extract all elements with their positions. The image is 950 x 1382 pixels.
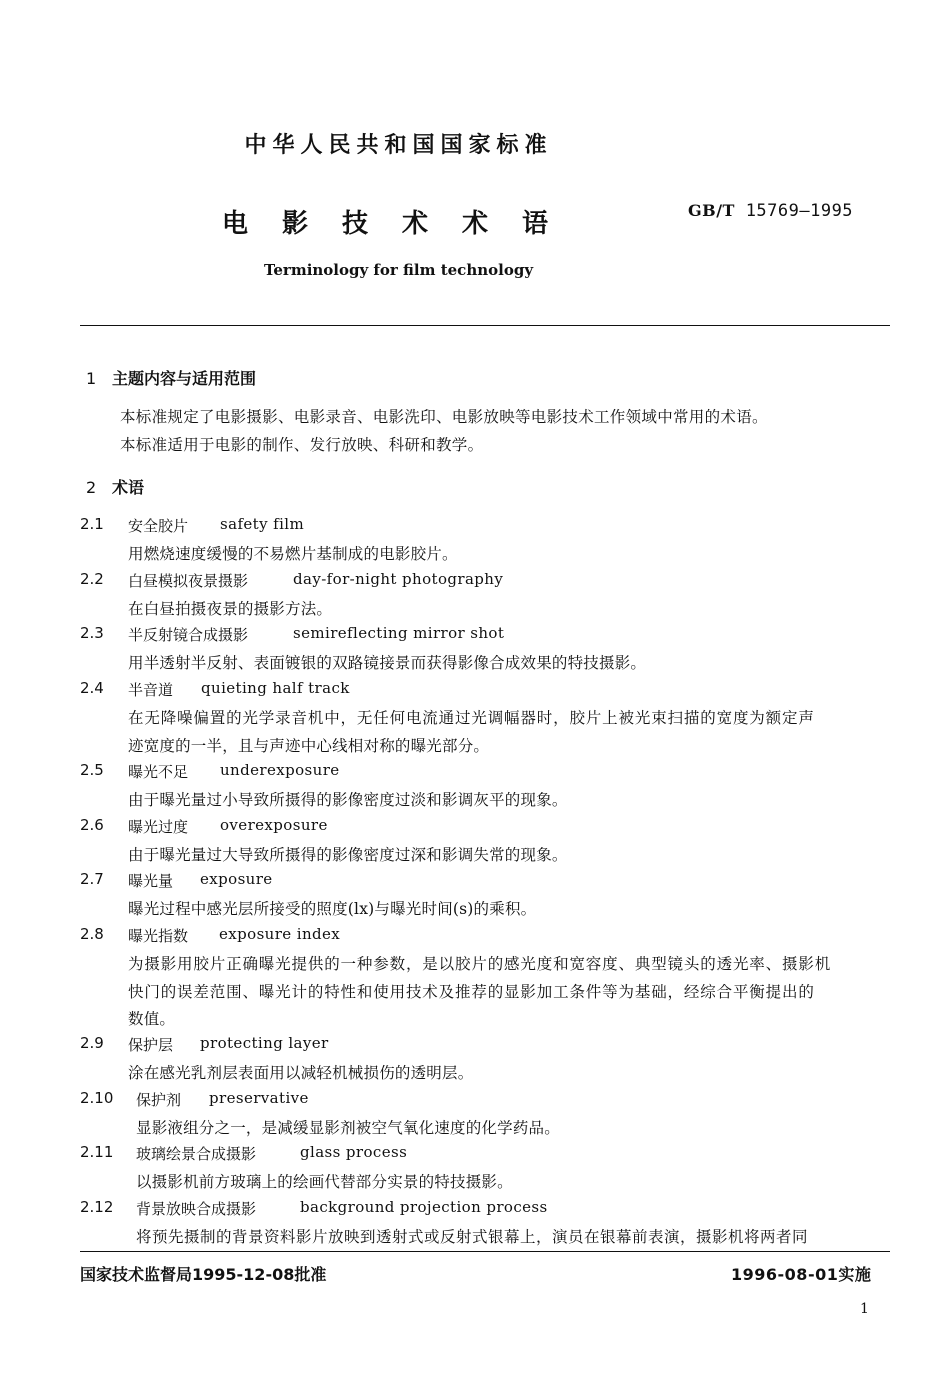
term-chinese: 曝光过度 — [128, 818, 189, 836]
term-definition: 为摄影用胶片正确曝光提供的一种参数，是以胶片的感光度和宽容度、典型镜头的透光率、摄影机 — [128, 955, 832, 973]
term-definition: 用燃烧速度缓慢的不易燃片基制成的电影胶片。 — [128, 545, 458, 563]
term-number: 2.3 — [80, 624, 104, 642]
standard-number — [688, 201, 853, 221]
term-entry — [80, 1198, 680, 1220]
term-entry — [80, 870, 680, 892]
term-definition: 显影液组分之一，是减缓显影剂被空气氧化速度的化学药品。 — [136, 1119, 560, 1137]
term-number: 2.2 — [80, 570, 104, 588]
section-heading-2 — [86, 475, 144, 498]
term-english: overexposure — [220, 816, 328, 834]
effective-date: 1996-08-01实施 — [731, 1265, 872, 1284]
term-entry — [80, 1089, 680, 1111]
term-english: glass process — [300, 1143, 408, 1161]
term-definition: 曝光过程中感光层所接受的照度(lx)与曝光时间(s)的乘积。 — [128, 900, 537, 918]
term-chinese: 保护层 — [128, 1036, 174, 1054]
term-number: 2.4 — [80, 679, 104, 697]
term-english: background projection process — [300, 1198, 548, 1216]
section-number: 1 — [86, 369, 97, 388]
term-english: underexposure — [220, 761, 340, 779]
term-definition: 用半透射半反射、表面镀银的双路镜接景而获得影像合成效果的特技摄影。 — [128, 654, 647, 672]
term-definition: 由于曝光量过大导致所摄得的影像密度过深和影调失常的现象。 — [128, 846, 568, 864]
section-paragraph: 本标准适用于电影的制作、发行放映、科研和教学。 — [120, 436, 484, 454]
term-chinese: 保护剂 — [136, 1091, 182, 1109]
english-title: Terminology for film technology — [263, 261, 534, 279]
term-chinese: 曝光不足 — [128, 763, 189, 781]
standard-code: 15769—1995 — [745, 201, 854, 221]
term-number: 2.12 — [80, 1198, 114, 1216]
term-entry — [80, 761, 680, 783]
term-entry — [80, 679, 680, 701]
term-definition: 数值。 — [128, 1010, 176, 1028]
term-definition: 将预先摄制的背景资料影片放映到透射式或反射式银幕上，演员在银幕前表演，摄影机将两者同 — [136, 1228, 809, 1246]
term-chinese: 曝光量 — [128, 872, 174, 890]
section-title: 主题内容与适用范围 — [112, 369, 257, 388]
term-chinese: 背景放映合成摄影 — [136, 1200, 257, 1218]
term-english: semireflecting mirror shot — [293, 624, 505, 642]
term-number: 2.11 — [80, 1143, 114, 1161]
issue-approval: 国家技术监督局1995-12-08批准 — [80, 1265, 327, 1284]
section-number: 2 — [86, 478, 97, 497]
national-standard-heading: 中华人民共和国国家标准 — [244, 133, 553, 158]
term-number: 2.5 — [80, 761, 104, 779]
term-number: 2.6 — [80, 816, 104, 834]
term-english: day-for-night photography — [293, 570, 504, 588]
term-number: 2.10 — [80, 1089, 114, 1107]
page-number: 1 — [860, 1301, 869, 1317]
term-entry — [80, 1143, 680, 1165]
term-entry — [80, 570, 680, 592]
term-english: safety film — [220, 515, 305, 533]
term-chinese: 玻璃绘景合成摄影 — [136, 1145, 257, 1163]
term-definition: 由于曝光量过小导致所摄得的影像密度过淡和影调灰平的现象。 — [128, 791, 568, 809]
section-heading-1 — [86, 366, 256, 389]
header-divider — [80, 325, 890, 326]
term-definition: 在无降噪偏置的光学录音机中，无任何电流通过光调幅器时，胶片上被光束扫描的宽度为额定声 — [128, 709, 815, 727]
term-number: 2.9 — [80, 1034, 104, 1052]
term-chinese: 安全胶片 — [128, 517, 189, 535]
section-paragraph: 本标准规定了电影摄影、电影录音、电影洗印、电影放映等电影技术工作领域中常用的术语。 — [120, 408, 768, 426]
term-entry — [80, 925, 680, 947]
term-number: 2.1 — [80, 515, 104, 533]
term-definition: 以摄影机前方玻璃上的绘画代替部分实景的特技摄影。 — [136, 1173, 513, 1191]
term-number: 2.8 — [80, 925, 104, 943]
term-definition: 快门的误差范围、曝光计的特性和使用技术及推荐的显影加工条件等为基础，经综合平衡提出的 — [128, 983, 815, 1001]
section-title: 术语 — [112, 478, 145, 497]
term-english: exposure — [200, 870, 273, 888]
term-english: exposure index — [219, 925, 341, 943]
term-chinese: 半反射镜合成摄影 — [128, 626, 249, 644]
document-title: 电影技术术语 — [222, 209, 583, 239]
term-definition: 涂在感光乳剂层表面用以减轻机械损伤的透明层。 — [128, 1064, 474, 1082]
standard-prefix: GB/T — [688, 201, 735, 220]
term-definition: 迹宽度的一半，且与声迹中心线相对称的曝光部分。 — [128, 737, 490, 755]
term-number: 2.7 — [80, 870, 104, 888]
term-entry — [80, 816, 680, 838]
term-entry — [80, 1034, 680, 1056]
term-english: preservative — [209, 1089, 309, 1107]
footer-divider — [80, 1251, 890, 1252]
term-definition: 在白昼拍摄夜景的摄影方法。 — [128, 600, 333, 618]
term-entry — [80, 624, 680, 646]
term-chinese: 半音道 — [128, 681, 174, 699]
term-english: protecting layer — [200, 1034, 329, 1052]
term-entry — [80, 515, 680, 537]
term-chinese: 白昼模拟夜景摄影 — [128, 572, 249, 590]
term-chinese: 曝光指数 — [128, 927, 189, 945]
term-english: quieting half track — [201, 679, 350, 697]
